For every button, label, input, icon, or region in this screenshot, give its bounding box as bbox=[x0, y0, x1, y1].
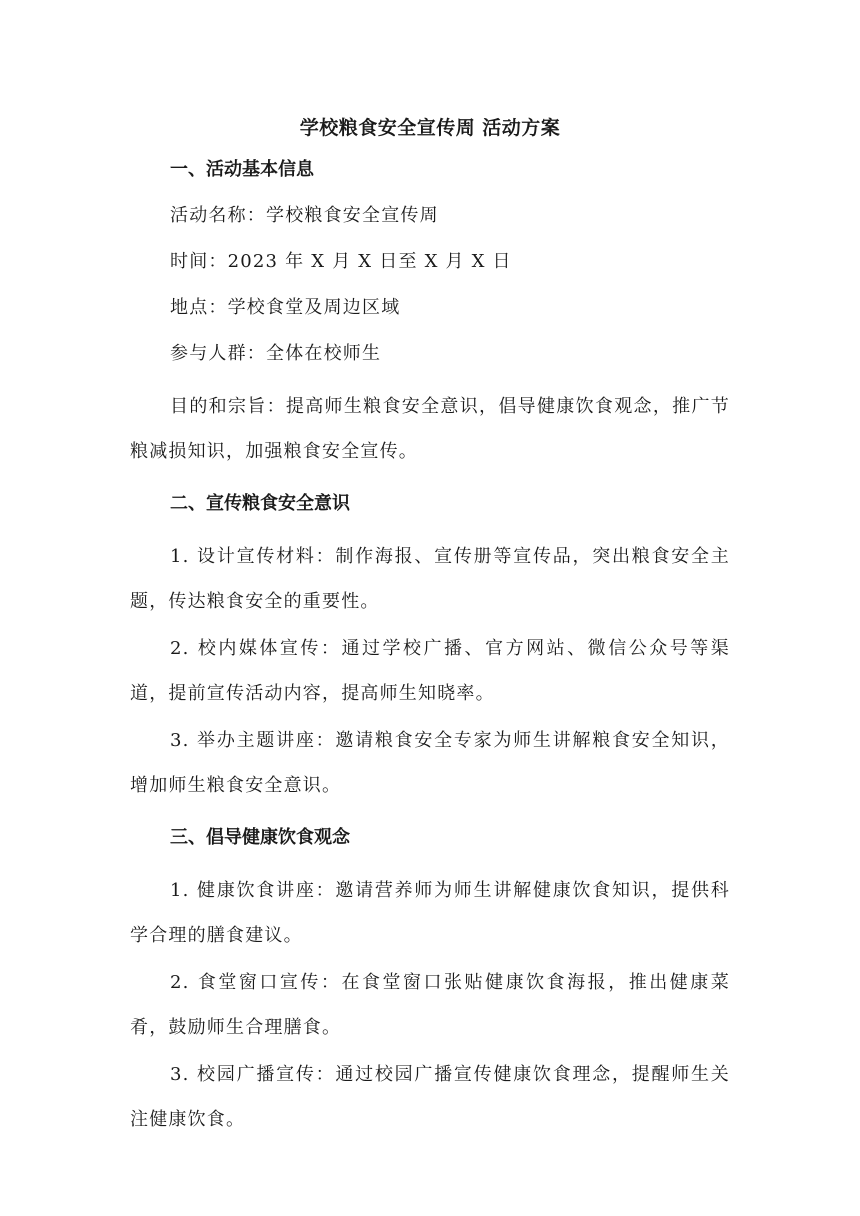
activity-purpose: 目的和宗旨：提高师生粮食安全意识，倡导健康饮食观念，推广节粮减损知识，加强粮食安全宣传。 bbox=[130, 396, 730, 462]
section-2-item-2: 2. 校内媒体宣传：通过学校广播、官方网站、微信公众号等渠道，提前宣传活动内容，提高师生知晓率。 bbox=[130, 638, 730, 704]
document-body bbox=[130, 154, 730, 1144]
activity-time: 时间：2023 年 X 月 X 日至 X 月 X 日 bbox=[170, 251, 512, 272]
section-1-heading: 一、活动基本信息 bbox=[170, 159, 314, 180]
section-3-item-1: 1. 健康饮食讲座：邀请营养师为师生讲解健康饮食知识，提供科学合理的膳食建议。 bbox=[130, 880, 730, 946]
activity-name: 活动名称：学校粮食安全宣传周 bbox=[170, 205, 439, 226]
section-3-item-2: 2. 食堂窗口宣传：在食堂窗口张贴健康饮食海报，推出健康菜肴，鼓励师生合理膳食。 bbox=[130, 972, 730, 1038]
activity-place: 地点：学校食堂及周边区域 bbox=[170, 297, 401, 318]
section-2-heading: 二、宣传粮食安全意识 bbox=[170, 493, 350, 514]
section-2-item-3: 3. 举办主题讲座：邀请粮食安全专家为师生讲解粮食安全知识，增加师生粮食安全意识。 bbox=[130, 730, 730, 796]
section-3-heading: 三、倡导健康饮食观念 bbox=[170, 827, 350, 848]
section-2-item-1: 1. 设计宣传材料：制作海报、宣传册等宣传品，突出粮食安全主题，传达粮食安全的重要性。 bbox=[130, 546, 730, 612]
section-3-item-3: 3. 校园广播宣传：通过校园广播宣传健康饮食理念，提醒师生关注健康饮食。 bbox=[130, 1064, 730, 1130]
document-title: 学校粮食安全宣传周 活动方案 bbox=[299, 117, 561, 139]
activity-participants: 参与人群：全体在校师生 bbox=[170, 343, 382, 364]
